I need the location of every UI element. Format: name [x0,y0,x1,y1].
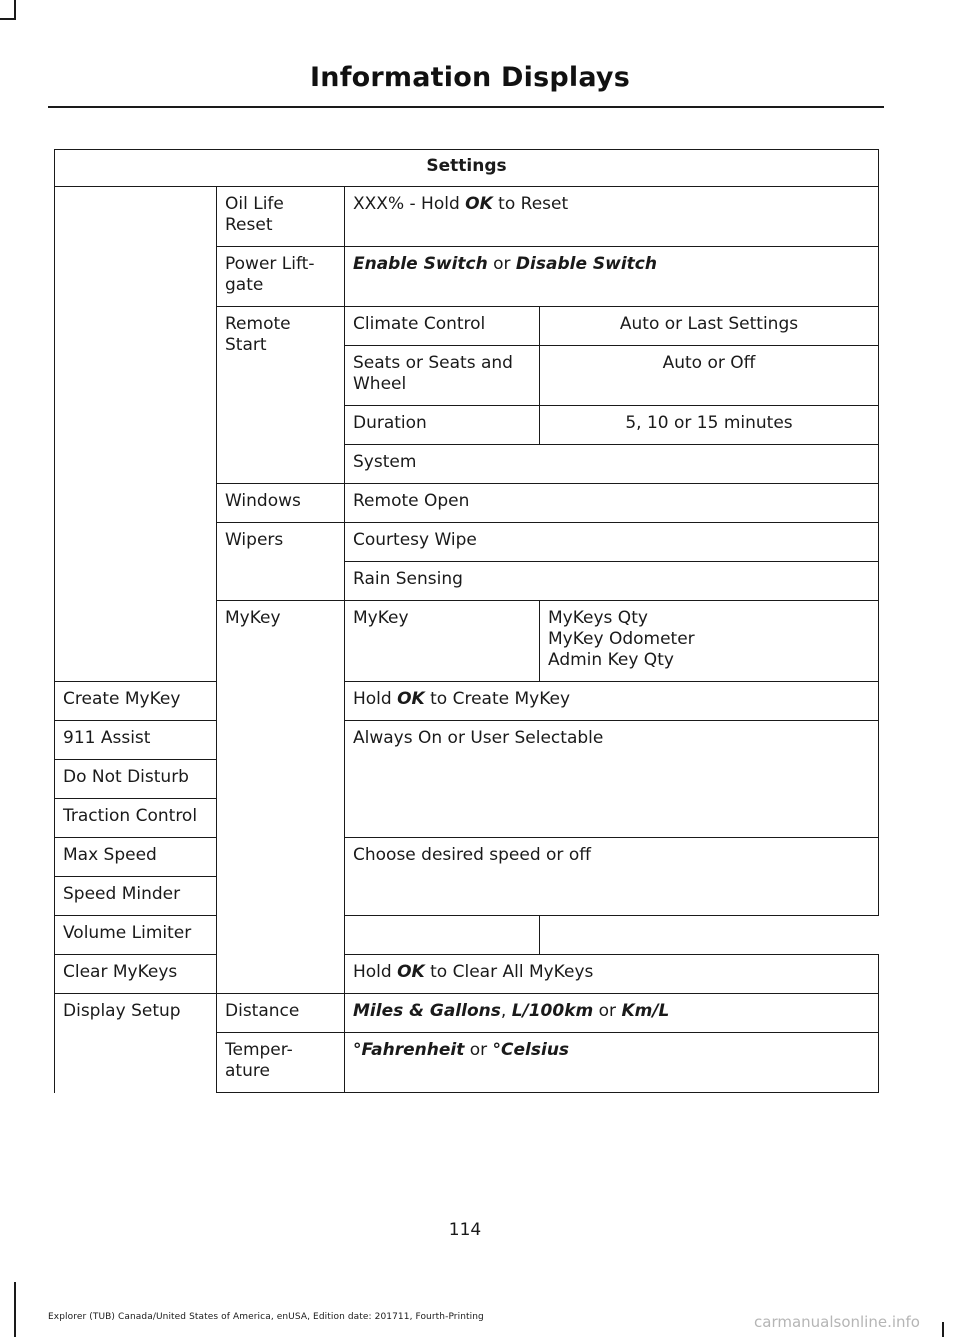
setting-label-clear-mykeys: Clear MyKeys [55,955,217,994]
setting-label-oil-life: Oil Life Reset [217,187,345,247]
table-row [55,682,879,721]
page-title: Information Displays [310,62,630,93]
setting-label-remote-start: Remote Start [217,307,345,484]
group-cell-empty [55,187,217,682]
setting-label-create-mykey: Create MyKey [55,682,217,721]
setting-label-distance: Distance [217,994,345,1033]
setting-value-rain-sensing: Rain Sensing [345,562,879,601]
setting-value-mykey: MyKeys Qty MyKey Odometer Admin Key Qty [540,601,879,682]
table-row [55,187,879,247]
group-display-setup: Display Setup [55,994,217,1093]
sub-label-duration: Duration [345,406,540,445]
sub-value-duration: 5, 10 or 15 minutes [540,406,879,445]
sub-value-seats: Auto or Off [540,346,879,406]
group-mykey: MyKey [217,601,345,994]
sub-label-seats: Seats or Seats and Wheel [345,346,540,406]
setting-label-power-liftgate: Power Lift-gate [217,247,345,307]
setting-label-speed-minder: Speed Minder [55,877,217,916]
watermark: carmanualsonline.info [754,1313,920,1331]
footer-edition-text: Explorer (TUB) Canada/United States of America, enUSA, Edition date: 201711, Fourth-Printing [48,1312,484,1322]
setting-label-max-speed: Max Speed [55,838,217,877]
setting-value-max-speed: Choose desired speed or off [345,838,879,916]
table-row [55,838,879,877]
setting-value-courtesy-wipe: Courtesy Wipe [345,523,879,562]
setting-value-windows: Remote Open [345,484,879,523]
setting-label-temperature: Temper-ature [217,1033,345,1093]
setting-value-911-assist: Always On or User Selectable [345,721,879,838]
crop-mark-bottom-left [14,1282,16,1337]
setting-value-temperature: °Fahrenheit or °Celsius [345,1033,879,1093]
crop-mark-top-left [14,0,16,20]
setting-value-distance: Miles & Gallons, L/100km or Km/L [345,994,879,1033]
settings-table [54,149,879,1093]
setting-value-create-mykey: Hold OK to Create MyKey [345,682,879,721]
setting-label-windows: Windows [217,484,345,523]
sub-value-climate: Auto or Last Settings [540,307,879,346]
setting-value-power-liftgate: Enable Switch or Disable Switch [345,247,879,307]
setting-label-911-assist: 911 Assist [55,721,217,760]
table-title-row [55,150,879,187]
setting-label-traction-control: Traction Control [55,799,217,838]
table-row [55,721,879,760]
setting-label-do-not-disturb: Do Not Disturb [55,760,217,799]
setting-label-mykey: MyKey [345,601,540,682]
table-row [55,955,879,994]
page-number: 114 [448,1220,482,1240]
table-row [55,916,879,955]
header-divider [48,106,884,108]
table-title: Settings [55,150,879,187]
crop-mark-top-left-h [0,18,16,20]
setting-label-volume-limiter: Volume Limiter [55,916,540,955]
table-row [55,994,879,1033]
crop-mark-bottom-right [942,1322,944,1337]
setting-value-clear-mykeys: Hold OK to Clear All MyKeys [345,955,879,994]
sub-label-climate: Climate Control [345,307,540,346]
setting-value-oil-life: XXX% - Hold OK to Reset [345,187,879,247]
sub-label-system: System [345,445,879,484]
setting-label-wipers: Wipers [217,523,345,601]
